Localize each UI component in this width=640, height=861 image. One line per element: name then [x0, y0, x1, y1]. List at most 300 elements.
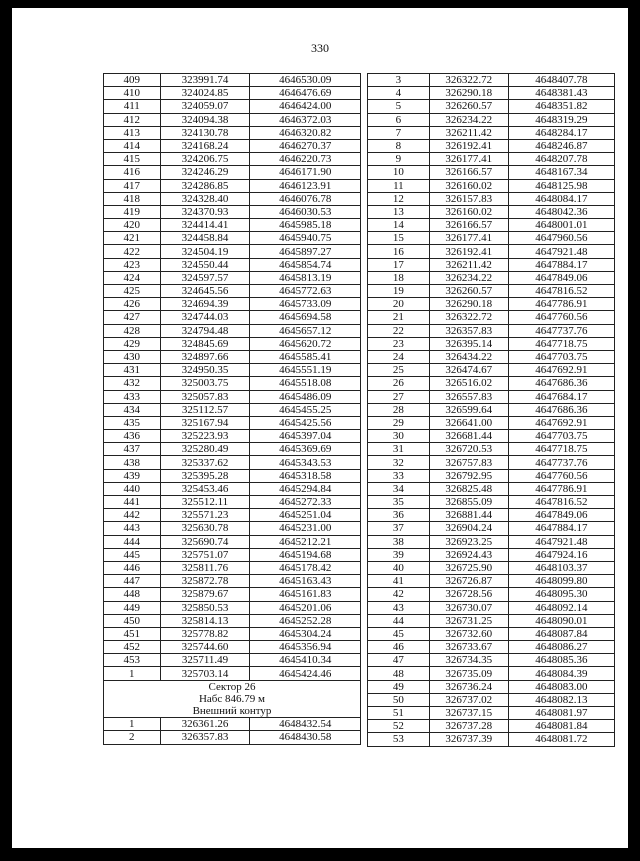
point-number-cell: 42 — [368, 588, 430, 601]
table-row — [104, 601, 361, 614]
y-coordinate-cell: 4647737.76 — [508, 324, 614, 337]
y-coordinate-cell: 4647816.52 — [508, 496, 614, 509]
point-number-cell: 24 — [368, 350, 430, 363]
table-row — [368, 561, 615, 574]
point-number-cell: 433 — [104, 390, 161, 403]
x-coordinate-cell: 326641.00 — [429, 416, 508, 429]
x-coordinate-cell: 326211.42 — [429, 258, 508, 271]
x-coordinate-cell: 326357.83 — [429, 324, 508, 337]
table-row — [104, 509, 361, 522]
point-number-cell: 18 — [368, 271, 430, 284]
y-coordinate-cell: 4648319.29 — [508, 113, 614, 126]
y-coordinate-cell: 4645272.33 — [250, 496, 361, 509]
point-number-cell: 47 — [368, 654, 430, 667]
point-number-cell: 38 — [368, 535, 430, 548]
x-coordinate-cell: 326734.35 — [429, 654, 508, 667]
x-coordinate-cell: 326732.60 — [429, 627, 508, 640]
x-coordinate-cell: 325751.07 — [160, 548, 250, 561]
y-coordinate-cell: 4647786.91 — [508, 298, 614, 311]
y-coordinate-cell: 4647718.75 — [508, 443, 614, 456]
point-number-cell: 30 — [368, 430, 430, 443]
table-row — [104, 693, 361, 705]
y-coordinate-cell: 4646220.73 — [250, 153, 361, 166]
table-row — [104, 74, 361, 87]
coordinates-table-right — [367, 73, 615, 747]
table-row — [104, 126, 361, 139]
table-row — [368, 443, 615, 456]
table-row — [368, 575, 615, 588]
table-row — [104, 641, 361, 654]
y-coordinate-cell: 4648090.01 — [508, 614, 614, 627]
x-coordinate-cell: 324794.48 — [160, 324, 250, 337]
coordinates-table-left — [103, 73, 361, 745]
y-coordinate-cell: 4646076.78 — [250, 192, 361, 205]
point-number-cell: 35 — [368, 496, 430, 509]
table-row — [368, 139, 615, 152]
x-coordinate-cell: 326160.02 — [429, 179, 508, 192]
table-row — [104, 667, 361, 680]
y-coordinate-cell: 4648407.78 — [508, 74, 614, 87]
table-row — [368, 192, 615, 205]
table-row — [104, 298, 361, 311]
y-coordinate-cell: 4645194.68 — [250, 548, 361, 561]
table-row — [368, 87, 615, 100]
table-row — [368, 416, 615, 429]
y-coordinate-cell: 4647849.06 — [508, 271, 614, 284]
table-row — [368, 205, 615, 218]
y-coordinate-cell: 4648083.00 — [508, 680, 614, 693]
y-coordinate-cell: 4646270.37 — [250, 139, 361, 152]
point-number-cell: 1 — [104, 718, 161, 731]
x-coordinate-cell: 326177.41 — [429, 153, 508, 166]
table-row — [104, 731, 361, 744]
point-number-cell: 439 — [104, 469, 161, 482]
x-coordinate-cell: 324168.24 — [160, 139, 250, 152]
point-number-cell: 447 — [104, 575, 161, 588]
x-coordinate-cell: 326322.72 — [429, 74, 508, 87]
y-coordinate-cell: 4645486.09 — [250, 390, 361, 403]
y-coordinate-cell: 4645343.53 — [250, 456, 361, 469]
table-row — [368, 337, 615, 350]
table-row — [104, 535, 361, 548]
table-row — [104, 390, 361, 403]
x-coordinate-cell: 326177.41 — [429, 232, 508, 245]
point-number-cell: 12 — [368, 192, 430, 205]
y-coordinate-cell: 4645318.58 — [250, 469, 361, 482]
y-coordinate-cell: 4648432.54 — [250, 718, 361, 731]
table-row — [368, 482, 615, 495]
point-number-cell: 441 — [104, 496, 161, 509]
x-coordinate-cell: 325703.14 — [160, 667, 250, 680]
point-number-cell: 1 — [104, 667, 161, 680]
table-row — [104, 482, 361, 495]
point-number-cell: 5 — [368, 100, 430, 113]
point-number-cell: 452 — [104, 641, 161, 654]
point-number-cell: 20 — [368, 298, 430, 311]
table-row — [368, 509, 615, 522]
x-coordinate-cell: 326728.56 — [429, 588, 508, 601]
table-row — [104, 245, 361, 258]
table-row — [104, 416, 361, 429]
table-row — [368, 614, 615, 627]
x-coordinate-cell: 324504.19 — [160, 245, 250, 258]
point-number-cell: 17 — [368, 258, 430, 271]
x-coordinate-cell: 324286.85 — [160, 179, 250, 192]
point-number-cell: 9 — [368, 153, 430, 166]
y-coordinate-cell: 4648095.30 — [508, 588, 614, 601]
point-number-cell: 29 — [368, 416, 430, 429]
y-coordinate-cell: 4647924.16 — [508, 548, 614, 561]
x-coordinate-cell: 325337.62 — [160, 456, 250, 469]
point-number-cell: 448 — [104, 588, 161, 601]
point-number-cell: 26 — [368, 377, 430, 390]
y-coordinate-cell: 4645231.00 — [250, 522, 361, 535]
y-coordinate-cell: 4646372.03 — [250, 113, 361, 126]
point-number-cell: 432 — [104, 377, 161, 390]
x-coordinate-cell: 325814.13 — [160, 614, 250, 627]
table-row — [368, 390, 615, 403]
table-row — [104, 443, 361, 456]
x-coordinate-cell: 326166.57 — [429, 166, 508, 179]
y-coordinate-cell: 4647921.48 — [508, 535, 614, 548]
y-coordinate-cell: 4645772.63 — [250, 285, 361, 298]
x-coordinate-cell: 326736.24 — [429, 680, 508, 693]
table-row — [368, 377, 615, 390]
x-coordinate-cell: 325057.83 — [160, 390, 250, 403]
table-row — [368, 232, 615, 245]
table-row — [368, 469, 615, 482]
point-number-cell: 436 — [104, 430, 161, 443]
point-number-cell: 440 — [104, 482, 161, 495]
point-number-cell: 443 — [104, 522, 161, 535]
table-row — [104, 350, 361, 363]
y-coordinate-cell: 4648103.37 — [508, 561, 614, 574]
x-coordinate-cell: 325778.82 — [160, 627, 250, 640]
y-coordinate-cell: 4645985.18 — [250, 219, 361, 232]
point-number-cell: 10 — [368, 166, 430, 179]
document-page — [12, 8, 628, 848]
y-coordinate-cell: 4648042.36 — [508, 205, 614, 218]
y-coordinate-cell: 4648087.84 — [508, 627, 614, 640]
y-coordinate-cell: 4645369.69 — [250, 443, 361, 456]
table-row — [104, 87, 361, 100]
x-coordinate-cell: 326825.48 — [429, 482, 508, 495]
table-row — [368, 641, 615, 654]
y-coordinate-cell: 4646320.82 — [250, 126, 361, 139]
point-number-cell: 37 — [368, 522, 430, 535]
y-coordinate-cell: 4648430.58 — [250, 731, 361, 744]
y-coordinate-cell: 4648381.43 — [508, 87, 614, 100]
table-row — [368, 693, 615, 706]
table-row — [368, 456, 615, 469]
table-row — [104, 496, 361, 509]
x-coordinate-cell: 324550.44 — [160, 258, 250, 271]
point-number-cell: 417 — [104, 179, 161, 192]
table-row — [104, 522, 361, 535]
point-number-cell: 19 — [368, 285, 430, 298]
y-coordinate-cell: 4647884.17 — [508, 258, 614, 271]
y-coordinate-cell: 4645551.19 — [250, 364, 361, 377]
point-number-cell: 44 — [368, 614, 430, 627]
table-row — [368, 496, 615, 509]
point-number-cell: 8 — [368, 139, 430, 152]
y-coordinate-cell: 4648085.36 — [508, 654, 614, 667]
point-number-cell: 4 — [368, 87, 430, 100]
point-number-cell: 16 — [368, 245, 430, 258]
sector-area: Набс 846.79 м — [104, 693, 361, 705]
table-row — [104, 561, 361, 574]
table-row — [104, 469, 361, 482]
y-coordinate-cell: 4648081.97 — [508, 707, 614, 720]
y-coordinate-cell: 4646030.53 — [250, 205, 361, 218]
point-number-cell: 450 — [104, 614, 161, 627]
x-coordinate-cell: 326737.28 — [429, 720, 508, 733]
table-row — [368, 285, 615, 298]
y-coordinate-cell: 4645813.19 — [250, 271, 361, 284]
x-coordinate-cell: 324645.56 — [160, 285, 250, 298]
point-number-cell: 28 — [368, 403, 430, 416]
x-coordinate-cell: 325223.93 — [160, 430, 250, 443]
x-coordinate-cell: 326725.90 — [429, 561, 508, 574]
x-coordinate-cell: 326599.64 — [429, 403, 508, 416]
x-coordinate-cell: 325850.53 — [160, 601, 250, 614]
point-number-cell: 427 — [104, 311, 161, 324]
table-row — [368, 588, 615, 601]
y-coordinate-cell: 4645304.24 — [250, 627, 361, 640]
point-number-cell: 445 — [104, 548, 161, 561]
x-coordinate-cell: 326395.14 — [429, 337, 508, 350]
point-number-cell: 21 — [368, 311, 430, 324]
y-coordinate-cell: 4647703.75 — [508, 430, 614, 443]
point-number-cell: 6 — [368, 113, 430, 126]
x-coordinate-cell: 325744.60 — [160, 641, 250, 654]
table-row — [368, 126, 615, 139]
point-number-cell: 423 — [104, 258, 161, 271]
point-number-cell: 453 — [104, 654, 161, 667]
x-coordinate-cell: 326855.09 — [429, 496, 508, 509]
point-number-cell: 53 — [368, 733, 430, 746]
table-row — [104, 166, 361, 179]
x-coordinate-cell: 324597.57 — [160, 271, 250, 284]
x-coordinate-cell: 326720.53 — [429, 443, 508, 456]
point-number-cell: 420 — [104, 219, 161, 232]
x-coordinate-cell: 324950.35 — [160, 364, 250, 377]
table-row — [104, 377, 361, 390]
point-number-cell: 7 — [368, 126, 430, 139]
table-row — [368, 311, 615, 324]
x-coordinate-cell: 326260.57 — [429, 100, 508, 113]
y-coordinate-cell: 4645897.27 — [250, 245, 361, 258]
table-row — [368, 654, 615, 667]
point-number-cell: 424 — [104, 271, 161, 284]
point-number-cell: 435 — [104, 416, 161, 429]
x-coordinate-cell: 326234.22 — [429, 113, 508, 126]
table-row — [368, 113, 615, 126]
table-row — [368, 720, 615, 733]
point-number-cell: 410 — [104, 87, 161, 100]
y-coordinate-cell: 4647737.76 — [508, 456, 614, 469]
y-coordinate-cell: 4648092.14 — [508, 601, 614, 614]
x-coordinate-cell: 326557.83 — [429, 390, 508, 403]
table-row — [104, 548, 361, 561]
y-coordinate-cell: 4646476.69 — [250, 87, 361, 100]
y-coordinate-cell: 4647684.17 — [508, 390, 614, 403]
x-coordinate-cell: 326757.83 — [429, 456, 508, 469]
point-number-cell: 2 — [104, 731, 161, 744]
point-number-cell: 444 — [104, 535, 161, 548]
table-row — [104, 311, 361, 324]
table-row — [104, 205, 361, 218]
y-coordinate-cell: 4648084.17 — [508, 192, 614, 205]
x-coordinate-cell: 326157.83 — [429, 192, 508, 205]
point-number-cell: 46 — [368, 641, 430, 654]
table-row — [368, 364, 615, 377]
x-coordinate-cell: 325690.74 — [160, 535, 250, 548]
x-coordinate-cell: 326357.83 — [160, 731, 250, 744]
x-coordinate-cell: 326733.67 — [429, 641, 508, 654]
x-coordinate-cell: 325811.76 — [160, 561, 250, 574]
point-number-cell: 412 — [104, 113, 161, 126]
point-number-cell: 419 — [104, 205, 161, 218]
y-coordinate-cell: 4645424.46 — [250, 667, 361, 680]
y-coordinate-cell: 4645178.42 — [250, 561, 361, 574]
y-coordinate-cell: 4648284.17 — [508, 126, 614, 139]
y-coordinate-cell: 4647692.91 — [508, 364, 614, 377]
x-coordinate-cell: 324414.41 — [160, 219, 250, 232]
table-row — [368, 680, 615, 693]
table-row — [104, 285, 361, 298]
y-coordinate-cell: 4645251.04 — [250, 509, 361, 522]
table-row — [368, 627, 615, 640]
table-row — [368, 100, 615, 113]
point-number-cell: 411 — [104, 100, 161, 113]
point-number-cell: 45 — [368, 627, 430, 640]
x-coordinate-cell: 326726.87 — [429, 575, 508, 588]
x-coordinate-cell: 326792.95 — [429, 469, 508, 482]
y-coordinate-cell: 4647960.56 — [508, 232, 614, 245]
x-coordinate-cell: 326737.39 — [429, 733, 508, 746]
point-number-cell: 426 — [104, 298, 161, 311]
point-number-cell: 442 — [104, 509, 161, 522]
point-number-cell: 425 — [104, 285, 161, 298]
table-row — [104, 113, 361, 126]
sector-title: Сектор 26 — [104, 680, 361, 693]
table-row — [104, 219, 361, 232]
y-coordinate-cell: 4647884.17 — [508, 522, 614, 535]
y-coordinate-cell: 4646123.91 — [250, 179, 361, 192]
x-coordinate-cell: 326474.67 — [429, 364, 508, 377]
x-coordinate-cell: 324897.66 — [160, 350, 250, 363]
point-number-cell: 438 — [104, 456, 161, 469]
point-number-cell: 23 — [368, 337, 430, 350]
y-coordinate-cell: 4645252.28 — [250, 614, 361, 627]
table-row — [368, 403, 615, 416]
x-coordinate-cell: 324246.29 — [160, 166, 250, 179]
x-coordinate-cell: 324094.38 — [160, 113, 250, 126]
y-coordinate-cell: 4645356.94 — [250, 641, 361, 654]
point-number-cell: 48 — [368, 667, 430, 680]
point-number-cell: 449 — [104, 601, 161, 614]
point-number-cell: 39 — [368, 548, 430, 561]
x-coordinate-cell: 326737.15 — [429, 707, 508, 720]
x-coordinate-cell: 326160.02 — [429, 205, 508, 218]
table-row — [104, 588, 361, 601]
point-number-cell: 52 — [368, 720, 430, 733]
table-row — [104, 232, 361, 245]
x-coordinate-cell: 324370.93 — [160, 205, 250, 218]
point-number-cell: 416 — [104, 166, 161, 179]
point-number-cell: 421 — [104, 232, 161, 245]
x-coordinate-cell: 326260.57 — [429, 285, 508, 298]
table-row — [104, 337, 361, 350]
point-number-cell: 15 — [368, 232, 430, 245]
table-row — [368, 522, 615, 535]
point-number-cell: 434 — [104, 403, 161, 416]
y-coordinate-cell: 4648351.82 — [508, 100, 614, 113]
y-coordinate-cell: 4647786.91 — [508, 482, 614, 495]
y-coordinate-cell: 4647816.52 — [508, 285, 614, 298]
y-coordinate-cell: 4648082.13 — [508, 693, 614, 706]
y-coordinate-cell: 4648167.34 — [508, 166, 614, 179]
table-row — [104, 139, 361, 152]
x-coordinate-cell: 324024.85 — [160, 87, 250, 100]
table-row — [368, 601, 615, 614]
x-coordinate-cell: 324130.78 — [160, 126, 250, 139]
point-number-cell: 428 — [104, 324, 161, 337]
y-coordinate-cell: 4647921.48 — [508, 245, 614, 258]
y-coordinate-cell: 4645733.09 — [250, 298, 361, 311]
x-coordinate-cell: 325571.23 — [160, 509, 250, 522]
table-row — [104, 364, 361, 377]
y-coordinate-cell: 4645425.56 — [250, 416, 361, 429]
table-row — [104, 179, 361, 192]
table-row — [368, 219, 615, 232]
y-coordinate-cell: 4647703.75 — [508, 350, 614, 363]
y-coordinate-cell: 4648001.01 — [508, 219, 614, 232]
table-row — [104, 100, 361, 113]
point-number-cell: 31 — [368, 443, 430, 456]
y-coordinate-cell: 4648081.84 — [508, 720, 614, 733]
y-coordinate-cell: 4646530.09 — [250, 74, 361, 87]
y-coordinate-cell: 4647760.56 — [508, 469, 614, 482]
table-row — [104, 614, 361, 627]
y-coordinate-cell: 4648246.87 — [508, 139, 614, 152]
table-row — [368, 350, 615, 363]
table-row — [368, 245, 615, 258]
table-row — [104, 654, 361, 667]
point-number-cell: 431 — [104, 364, 161, 377]
x-coordinate-cell: 325003.75 — [160, 377, 250, 390]
point-number-cell: 51 — [368, 707, 430, 720]
table-row — [104, 718, 361, 731]
table-row — [104, 575, 361, 588]
x-coordinate-cell: 326881.44 — [429, 509, 508, 522]
y-coordinate-cell: 4647760.56 — [508, 311, 614, 324]
x-coordinate-cell: 326923.25 — [429, 535, 508, 548]
y-coordinate-cell: 4645694.58 — [250, 311, 361, 324]
table-row — [104, 153, 361, 166]
point-number-cell: 32 — [368, 456, 430, 469]
point-number-cell: 414 — [104, 139, 161, 152]
x-coordinate-cell: 326731.25 — [429, 614, 508, 627]
point-number-cell: 50 — [368, 693, 430, 706]
point-number-cell: 430 — [104, 350, 161, 363]
point-number-cell: 33 — [368, 469, 430, 482]
y-coordinate-cell: 4645163.43 — [250, 575, 361, 588]
x-coordinate-cell: 326924.43 — [429, 548, 508, 561]
x-coordinate-cell: 326192.41 — [429, 139, 508, 152]
x-coordinate-cell: 324458.84 — [160, 232, 250, 245]
